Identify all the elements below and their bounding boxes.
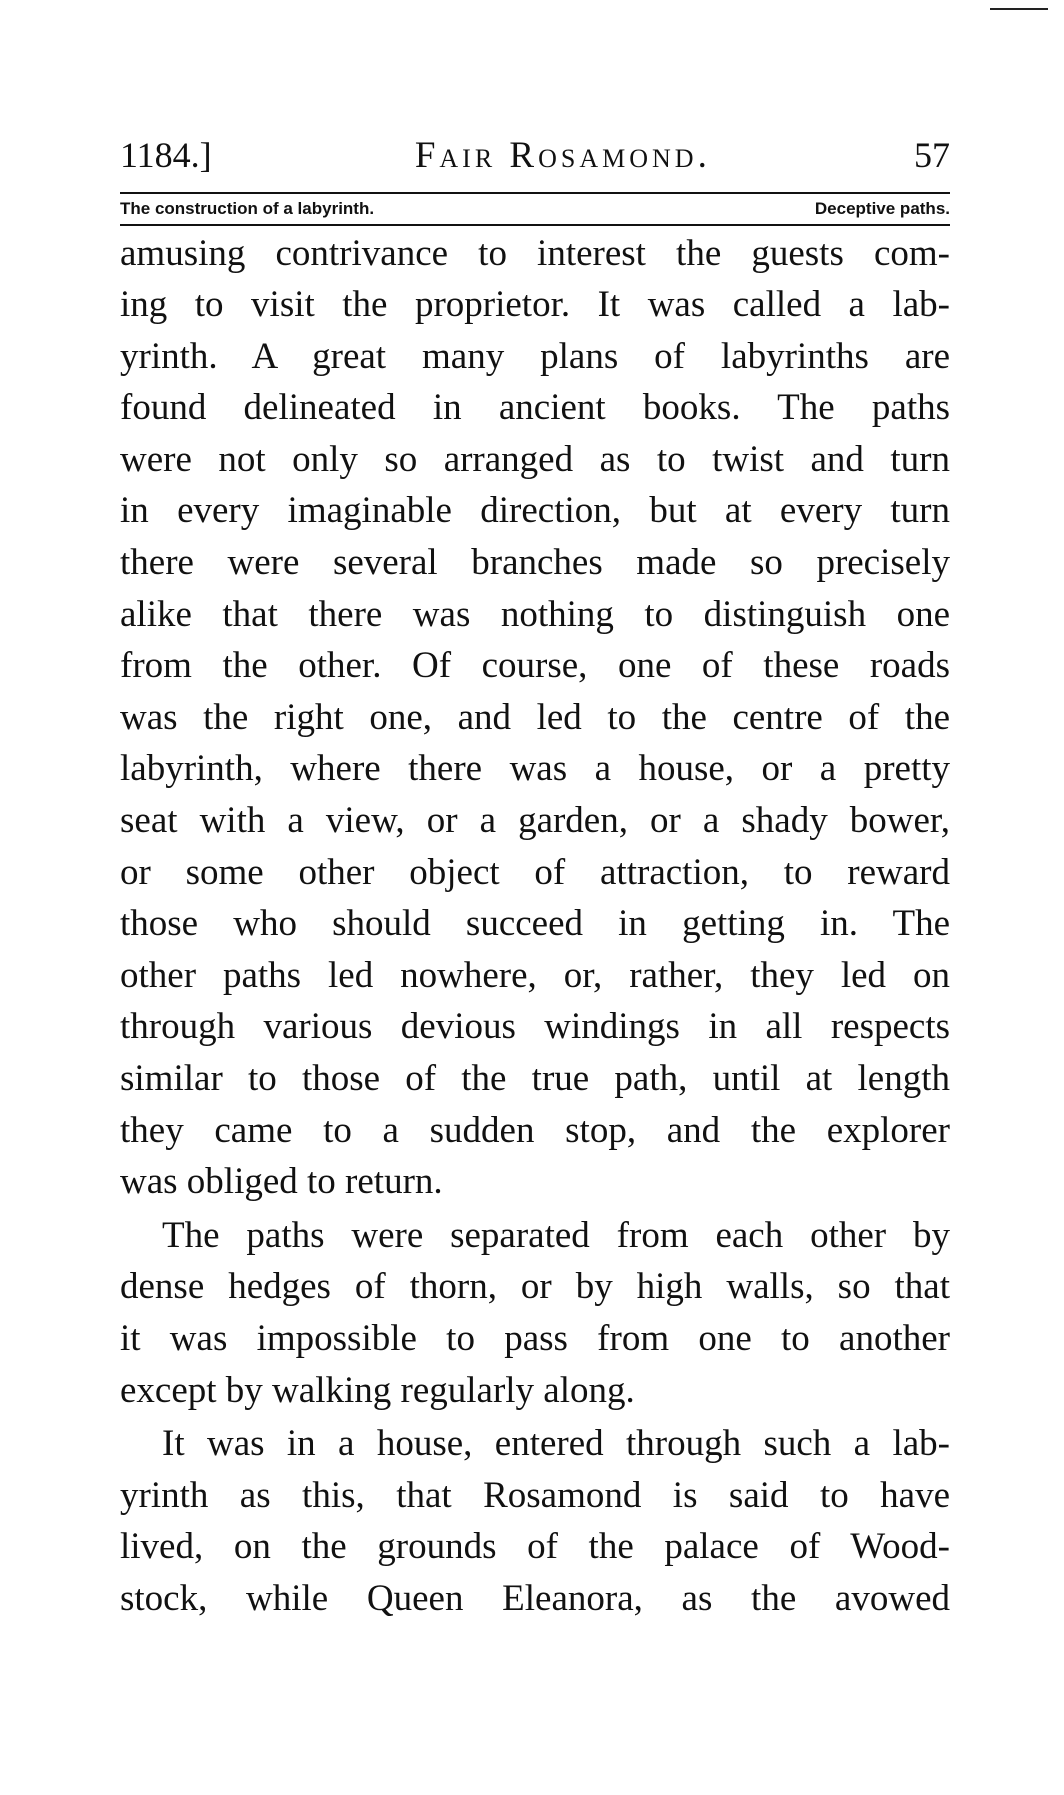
text-line: similar to those of the true path, until at length: [120, 1058, 950, 1099]
paragraph-3: [120, 1418, 950, 1624]
text-line: It was in a house, entered through such a lab-: [162, 1423, 950, 1465]
text-line: alike that there was nothing to distinguish one: [120, 593, 950, 635]
text-line: yrinth as this, that Rosamond is said to have: [120, 1474, 950, 1516]
text-line: through various devious windings in all respects: [120, 1006, 950, 1048]
text-line: amusing contrivance to interest the guests com-: [120, 232, 950, 274]
text-line: those who should succeed in getting in. The: [120, 903, 950, 945]
text-line: lived, on the grounds of the palace of Wood-: [120, 1526, 950, 1568]
header-rule-bottom: [120, 224, 950, 226]
text-line: stock, while Queen Eleanora, as the avowed: [120, 1577, 950, 1619]
text-line: ing to visit the proprietor. It was called a lab-: [120, 284, 950, 326]
text-line: was the right one, and led to the centre of the: [120, 696, 950, 738]
text-line: it was impossible to pass from one to another: [120, 1317, 950, 1359]
side-heading-right: Deceptive paths.: [814, 199, 950, 218]
text-line: there were several branches made so precisely: [120, 542, 950, 584]
text-line: other paths led nowhere, or, rather, they led on: [120, 954, 950, 996]
page-number: 57: [914, 135, 950, 175]
text-line: except by walking regularly along.: [120, 1369, 635, 1411]
header-year: 1184.]: [120, 135, 212, 175]
text-line: from the other. Of course, one of these roads: [120, 645, 950, 687]
text-line: were not only so arranged as to twist and turn: [120, 438, 950, 480]
top-edge-rule: [990, 8, 1048, 10]
running-head: [120, 128, 950, 182]
side-heading-left: The construction of a labyrinth.: [120, 199, 375, 218]
header-title: Fair Rosamond.: [414, 135, 711, 176]
text-line: they came to a sudden stop, and the explorer: [120, 1109, 950, 1151]
side-heading: [120, 194, 950, 224]
book-page: [120, 128, 950, 1625]
text-line: dense hedges of thorn, or by high walls, so that: [120, 1266, 950, 1308]
text-line: in every imaginable direction, but at every turn: [120, 490, 950, 532]
text-line: seat with a view, or a garden, or a shady bower,: [120, 800, 950, 842]
text-line: yrinth. A great many plans of labyrinths are: [120, 335, 950, 377]
text-line: The paths were separated from each other by: [162, 1214, 950, 1256]
text-line: was obliged to return.: [120, 1161, 443, 1203]
paragraph-2: [120, 1210, 950, 1416]
text-line: or some other object of attraction, to reward: [120, 851, 950, 893]
text-line: labyrinth, where there was a house, or a pretty: [120, 748, 950, 790]
paragraph-1: [120, 228, 950, 1208]
body-text: [120, 228, 950, 1625]
text-line: found delineated in ancient books. The paths: [120, 387, 950, 429]
